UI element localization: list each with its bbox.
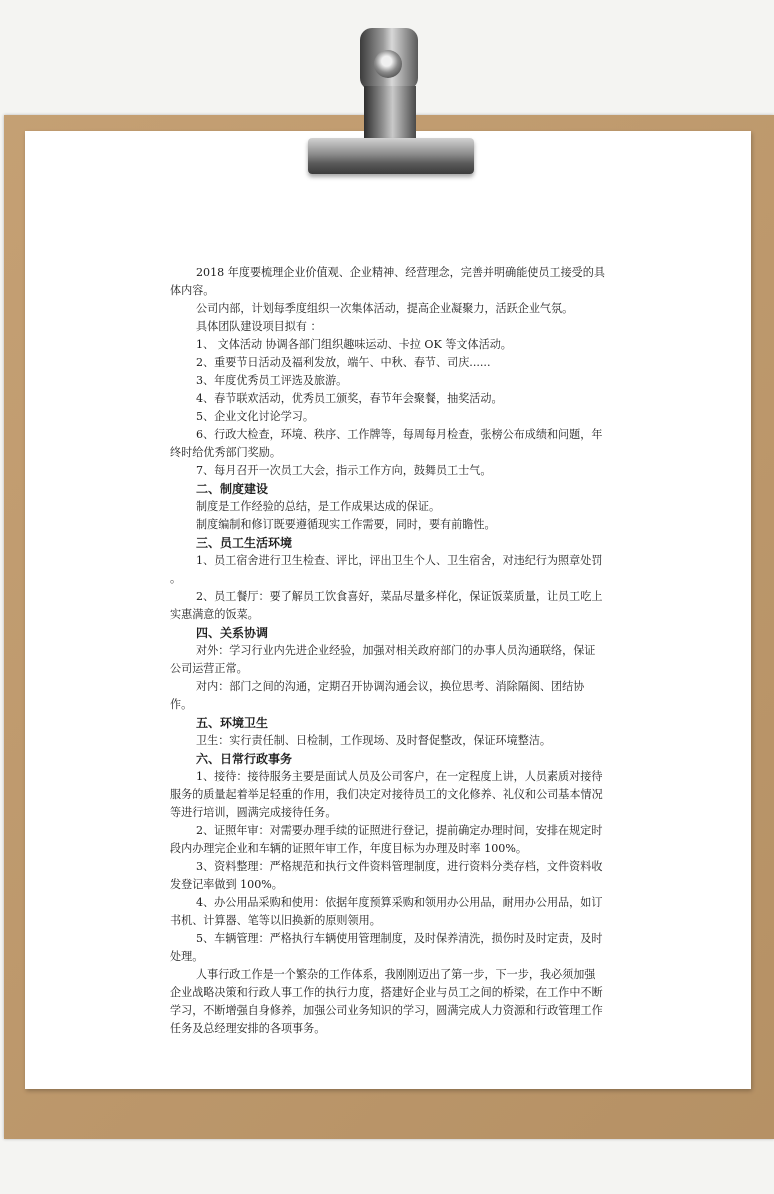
paragraph: 具体团队建设项目拟有 ： [196,320,322,333]
section-heading: 六、日常行政事务 [196,752,293,766]
clip-rivet [374,50,402,78]
document-body [170,264,606,1038]
section-heading: 二、制度建设 [196,482,269,496]
section-heading: 四、关系协调 [196,626,269,640]
list-item: 1、接待：接待服务主要是面试人员及公司客户，在一定程度上讲，人员素质对接待服务的质量起着举足轻重的作用，我们决定对接待员工的文化修养、礼仪和公司基本情况等进行培训，圆满完成接待任务。 [170,770,603,819]
paragraph: 制度编制和修订既要遵循现实工作需要，同时，要有前瞻性。 [196,518,496,531]
list-item: 4、春节联欢活动，优秀员工颁奖，春节年会聚餐，抽奖活动。 [196,392,503,405]
paragraph: 公司内部，计划每季度组织一次集体活动，提高企业凝聚力，活跃企业气氛。 [196,302,574,315]
list-item: 3、年度优秀员工评选及旅游。 [196,374,348,387]
clip-spine [364,86,416,142]
closing-paragraph: 人事行政工作是一个繁杂的工作体系，我刚刚迈出了第一步，下一步，我必须加强企业战略决策和行政人事工作的执行力度，搭建好企业与员工之间的桥梁，在工作中不断学习，不断增强自身修养，加强公司业务知识的学习，圆满完成人力资源和行政管理工作任务及总经理安排的各项事务。 [170,968,603,1035]
binder-clip-icon [300,26,476,176]
paragraph: 制度是工作经验的总结，是工作成果达成的保证。 [196,500,441,513]
paragraph: 卫生：实行责任制、日检制，工作现场、及时督促整改，保证环境整洁。 [196,734,552,747]
list-item: 2、员工餐厅：要了解员工饮食喜好，菜品尽量多样化，保证饭菜质量，让员工吃上实惠满意的饭菜。 [170,590,603,621]
list-item: 2、重要节日活动及福利发放，端午、中秋、春节、司庆...... [196,356,491,369]
list-item: 3、资料整理：严格规范和执行文件资料管理制度，进行资料分类存档，文件资料收发登记率做到 100%。 [170,860,603,891]
list-item: 7、每月召开一次员工大会，指示工作方向，鼓舞员工士气。 [196,464,492,477]
list-item: 5、企业文化讨论学习。 [196,410,314,423]
list-item: 6、行政大检查，环境、秩序、工作牌等，每周每月检查，张榜公布成绩和问题，年终时给优秀部门奖励。 [170,428,603,459]
list-item: 2、证照年审：对需要办理手续的证照进行登记，提前确定办理时间，安排在规定时段内办理完企业和车辆的证照年审工作，年度目标为办理及时率 100%。 [170,824,603,855]
clip-plate [308,138,474,174]
list-item: 5、车辆管理：严格执行车辆使用管理制度，及时保养清洗，损伤时及时定责，及时处理。 [170,932,603,963]
list-item: 4、办公用品采购和使用：依据年度预算采购和领用办公用品，耐用办公用品，如订书机、计算器、笔等以旧换新的原则领用。 [170,896,603,927]
list-item: 1、员工宿舍进行卫生检查、评比，评出卫生个人、卫生宿舍，对违纪行为照章处罚 。 [170,554,603,585]
paragraph: 对外：学习行业内先进企业经验，加强对相关政府部门的办事人员沟通联络，保证公司运营正常。 [170,644,596,675]
list-item: 1、 文体活动 协调各部门组织趣味运动、卡拉 OK 等文体活动。 [196,338,512,351]
paragraph: 2018 年度要梳理企业价值观、企业精神、经营理念，完善并明确能使员工接受的具体内容。 [170,266,605,297]
paragraph: 对内：部门之间的沟通，定期召开协调沟通会议，换位思考、消除隔阂、团结协作。 [170,680,585,711]
section-heading: 三、员工生活环境 [196,536,293,550]
section-heading: 五、环境卫生 [196,716,269,730]
